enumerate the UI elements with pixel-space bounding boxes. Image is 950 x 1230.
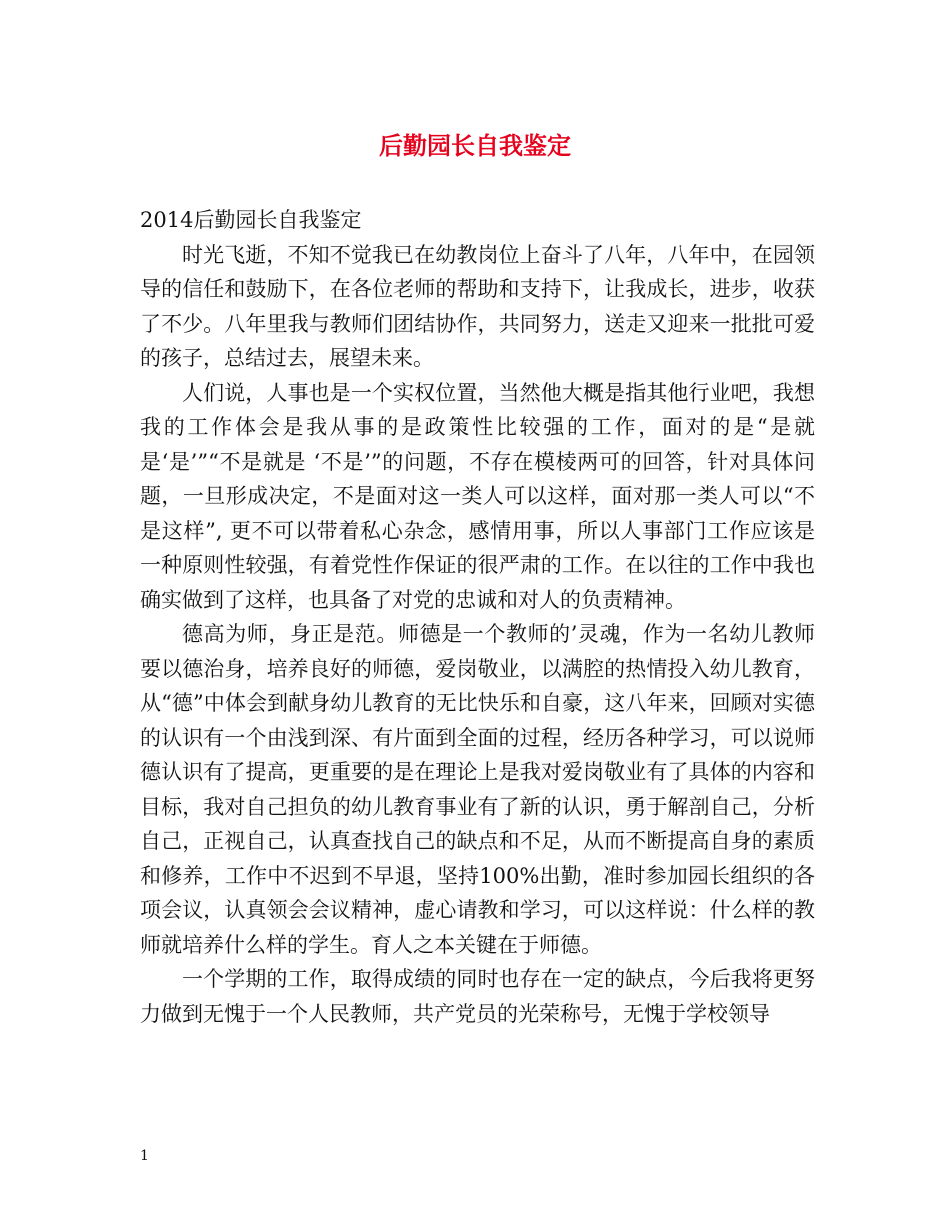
paragraph-1: 时光飞逝，不知不觉我已在幼教岗位上奋斗了八年，八年中，在园领导的信任和鼓励下，在各位老师的帮助和支持下，让我成长，进步，收获了不少。八年里我与教师们团结协作，共同努力，送走又迎来一批批可爱的孩子，总结过去，展望未来。 xyxy=(140,242,815,370)
paragraph-4: 一个学期的工作，取得成绩的同时也存在一定的缺点，今后我将更努力做到无愧于一个人民教师，共产党员的光荣称号，无愧于学校领导 xyxy=(140,967,815,1026)
paragraph-2: 人们说，人事也是一个实权位置，当然他大概是指其他行业吧，我想我的工作体会是我从事的是政策性比较强的工作，面对的是“是就是‘是’”“不是就是 ‘不是’”的问题，不存在模棱两可的回答，针对具体问题，一旦形成决定，不是面对这一类人可以这样，面对那一类人可以“不是这样”, 更不可以带着私心杂念，感情用事，所以人事部门工作应该是一种原则性较强，有着党性作保证的很严肃的工作。在以往的工作中我也确实做到了这样，也具备了对党的忠诚和对人的负责精神。 xyxy=(140,380,815,612)
page-number: 1 xyxy=(140,1148,149,1164)
paragraph-3: 德高为师，身正是范。师德是一个教师的’灵魂，作为一名幼儿教师要以德治身，培养良好的师德，爱岗敬业，以满腔的热情投入幼儿教育，从“德”中体会到献身幼儿教育的无比快乐和自豪，这八年来，回顾对实德的认识有一个由浅到深、有片面到全面的过程，经历各种学习，可以说师德认识有了提高，更重要的是在理论上是我对爱岗敬业有了具体的内容和目标，我对自己担负的幼儿教育事业有了新的认识，勇于解剖自己，分析自己，正视自己，认真查找自己的缺点和不足，从而不断提高自身的素质和修养，工作中不迟到不早退，坚持100%出勤，准时参加园长组织的各项会议，认真领会会议精神，虚心请教和学习，可以这样说：什么样的教师就培养什么样的学生。育人之本关键在于师德。 xyxy=(140,622,815,957)
document-body xyxy=(140,203,815,1031)
document-subtitle: 2014后勤园长自我鉴定 xyxy=(140,208,362,232)
document-title: 后勤园长自我鉴定 xyxy=(379,131,571,160)
